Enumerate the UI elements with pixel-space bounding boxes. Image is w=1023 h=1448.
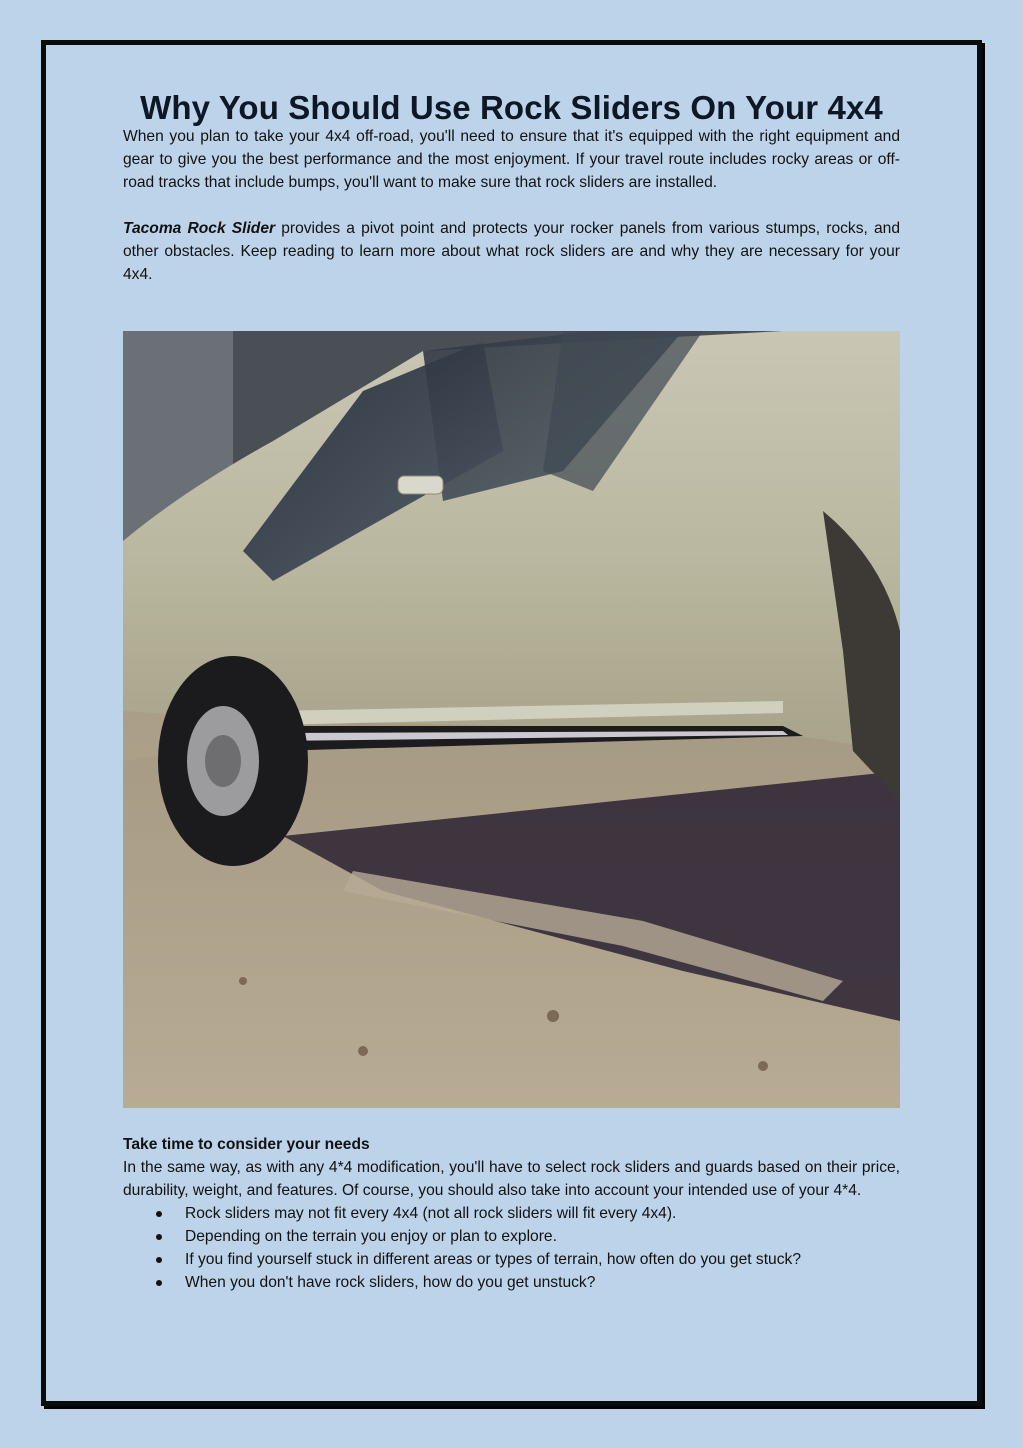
tacoma-rock-slider-link[interactable]: Tacoma Rock Slider — [123, 220, 276, 237]
bullet-icon — [156, 1211, 162, 1217]
intro-paragraph: When you plan to take your 4x4 off-road, you'll need to ensure that it's equipped with the right equipment and gear to give you the best performance and the most enjoyment. If your travel route includes rocky areas or off-road tracks that include bumps, you'll want to make sure that rock sliders are installed. — [123, 128, 900, 191]
list-item-text: Depending on the terrain you enjoy or plan to explore. — [185, 1228, 557, 1245]
second-paragraph-text: provides a pivot point and protects your rocker panels from various stumps, rocks, and other obstacles. Keep reading to learn more about what rock sliders are and why they are necessary for your 4x4. — [123, 220, 900, 283]
needs-section — [123, 1133, 900, 1294]
list-item-text: When you don't have rock sliders, how do you get unstuck? — [185, 1274, 596, 1291]
list-item — [123, 1271, 900, 1294]
bullet-icon — [156, 1234, 162, 1240]
needs-bullet-list — [123, 1202, 900, 1294]
truck-rock-slider-photo — [123, 331, 900, 1108]
section-heading: Take time to consider your needs — [123, 1136, 370, 1153]
page-title: Why You Should Use Rock Sliders On Your 4x4 — [140, 89, 883, 127]
list-item-text: Rock sliders may not fit every 4x4 (not all rock sliders will fit every 4x4). — [185, 1205, 677, 1222]
intro-section — [123, 125, 900, 286]
list-item — [123, 1202, 900, 1225]
section-body: In the same way, as with any 4*4 modification, you'll have to select rock sliders and guards based on their price, durability, weight, and features. Of course, you should also take into account your intended use of your 4*4. — [123, 1159, 900, 1199]
list-item — [123, 1225, 900, 1248]
second-paragraph — [123, 217, 900, 286]
list-item-text: If you find yourself stuck in different areas or types of terrain, how often do you get stuck? — [185, 1251, 801, 1268]
bullet-icon — [156, 1280, 162, 1286]
photo-illustration — [123, 331, 900, 1108]
page-frame — [41, 40, 982, 1406]
bullet-icon — [156, 1257, 162, 1263]
list-item — [123, 1248, 900, 1271]
